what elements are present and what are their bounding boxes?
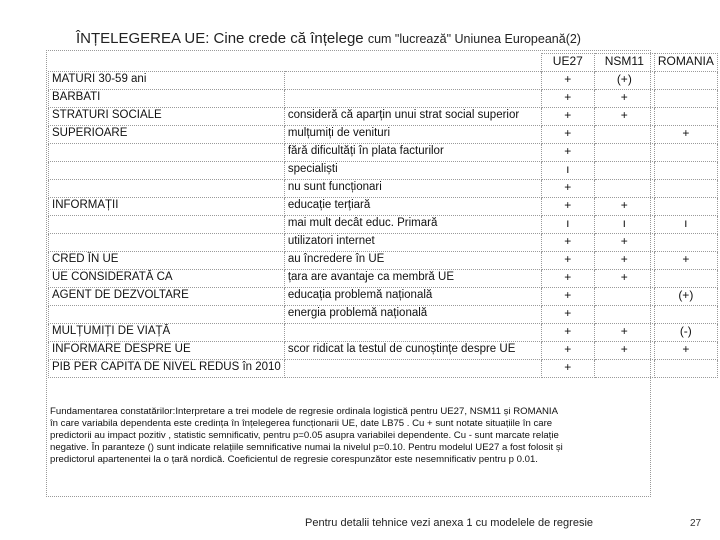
table-row bbox=[49, 234, 718, 252]
footnote-line: Fundamentarea constatărilor:Interpretare a trei modele de regresie ordinala logistică pentru UE27, NSM11 și ROMANIA bbox=[50, 406, 558, 417]
table-row bbox=[49, 216, 718, 234]
page-title-main: ÎNȚELEGEREA UE: Cine crede că înțelege bbox=[76, 30, 364, 47]
row-description: nu sunt funcționari bbox=[284, 180, 541, 198]
row-mark-romania bbox=[654, 180, 717, 198]
row-mark-nsm11: + bbox=[594, 324, 654, 342]
row-mark-nsm11: + bbox=[594, 342, 654, 360]
row-description bbox=[284, 360, 541, 378]
footnote-line: în care variabila dependenta este credința în înțelegerea funcționarii UE, date LB75 . Cu + sunt notate situațiile în care bbox=[50, 417, 553, 429]
row-mark-romania: + bbox=[654, 126, 717, 144]
table-row bbox=[49, 144, 718, 162]
page-title bbox=[76, 30, 581, 47]
row-category: MULȚUMIȚI DE VIAȚĂ bbox=[49, 324, 285, 342]
row-description: consideră că aparțin unui strat social superior bbox=[284, 108, 541, 126]
row-mark-nsm11: (+) bbox=[594, 72, 654, 90]
row-category bbox=[49, 234, 285, 252]
footnote-line: predictorul apartenentei la o țară nordică. Coeficientul de regresie corespunzător este nesemnificativ pentru p 0.01. bbox=[50, 453, 538, 465]
row-mark-romania bbox=[654, 108, 717, 126]
row-mark-romania: + bbox=[654, 342, 717, 360]
table-row bbox=[49, 288, 718, 306]
table-row bbox=[49, 72, 718, 90]
row-category: INFORMARE DESPRE UE bbox=[49, 342, 285, 360]
row-mark-ue27: + bbox=[541, 270, 594, 288]
header-romania: ROMANIA bbox=[654, 54, 717, 72]
row-description: mulțumiți de venituri bbox=[284, 126, 541, 144]
row-mark-romania: (+) bbox=[654, 288, 717, 306]
table-row bbox=[49, 270, 718, 288]
row-mark-ue27: + bbox=[541, 108, 594, 126]
row-category bbox=[49, 162, 285, 180]
header-nsm11: NSM11 bbox=[594, 54, 654, 72]
row-mark-ue27: + bbox=[541, 234, 594, 252]
row-mark-ue27: + bbox=[541, 306, 594, 324]
table-row bbox=[49, 252, 718, 270]
row-description: utilizatori internet bbox=[284, 234, 541, 252]
footnote-line: negative. În paranteze () sunt indicate relațiile semnificative numai la nivelul p=0.10. Pentru modelul UE27 a fost folosit și bbox=[50, 441, 563, 453]
row-category: UE CONSIDERATĂ CA bbox=[49, 270, 285, 288]
row-category bbox=[49, 216, 285, 234]
row-mark-romania bbox=[654, 360, 717, 378]
row-mark-nsm11: + bbox=[594, 108, 654, 126]
row-category: AGENT DE DEZVOLTARE bbox=[49, 288, 285, 306]
footnote-line: predictorii au impact pozitiv , statistic semnificativ, pentru p=0.05 asupra variabilei dependente. Cu - sunt marcate relație bbox=[50, 429, 559, 441]
row-mark-nsm11 bbox=[594, 288, 654, 306]
results-table bbox=[48, 53, 718, 378]
row-mark-nsm11 bbox=[594, 126, 654, 144]
row-mark-nsm11: + bbox=[594, 270, 654, 288]
table-row bbox=[49, 306, 718, 324]
row-mark-nsm11 bbox=[594, 162, 654, 180]
row-category: CRED ÎN UE bbox=[49, 252, 285, 270]
row-description bbox=[284, 90, 541, 108]
row-mark-ue27: + bbox=[541, 90, 594, 108]
table-row bbox=[49, 126, 718, 144]
table-row bbox=[49, 342, 718, 360]
row-mark-nsm11 bbox=[594, 180, 654, 198]
footnote bbox=[50, 406, 646, 466]
row-mark-ue27: + bbox=[541, 144, 594, 162]
row-category: PIB PER CAPITA DE NIVEL REDUS în 2010 bbox=[49, 360, 285, 378]
row-mark-ue27: + bbox=[541, 126, 594, 144]
table-row bbox=[49, 90, 718, 108]
row-category: INFORMAȚII bbox=[49, 198, 285, 216]
table-row bbox=[49, 180, 718, 198]
table-row bbox=[49, 324, 718, 342]
row-mark-ue27: + bbox=[541, 72, 594, 90]
row-mark-nsm11 bbox=[594, 306, 654, 324]
row-category bbox=[49, 180, 285, 198]
row-mark-romania: ı bbox=[654, 216, 717, 234]
table-header-row bbox=[49, 54, 718, 72]
row-description bbox=[284, 72, 541, 90]
row-description: mai mult decât educ. Primară bbox=[284, 216, 541, 234]
row-mark-nsm11: + bbox=[594, 234, 654, 252]
row-mark-nsm11: + bbox=[594, 90, 654, 108]
page-number: 27 bbox=[690, 518, 702, 529]
row-mark-ue27: + bbox=[541, 252, 594, 270]
row-mark-nsm11: ı bbox=[594, 216, 654, 234]
row-mark-ue27: + bbox=[541, 324, 594, 342]
row-mark-romania: + bbox=[654, 252, 717, 270]
header-blank bbox=[284, 54, 541, 72]
row-mark-romania bbox=[654, 198, 717, 216]
row-description: educație terțiară bbox=[284, 198, 541, 216]
row-mark-romania bbox=[654, 162, 717, 180]
row-mark-romania bbox=[654, 234, 717, 252]
row-mark-romania bbox=[654, 90, 717, 108]
table-row bbox=[49, 198, 718, 216]
row-mark-romania bbox=[654, 270, 717, 288]
row-category: BARBATI bbox=[49, 90, 285, 108]
row-mark-romania bbox=[654, 306, 717, 324]
row-mark-nsm11: + bbox=[594, 252, 654, 270]
row-description: energia problemă națională bbox=[284, 306, 541, 324]
row-mark-nsm11 bbox=[594, 360, 654, 378]
row-mark-romania bbox=[654, 144, 717, 162]
row-description: educația problemă națională bbox=[284, 288, 541, 306]
table-body bbox=[49, 72, 718, 378]
row-mark-romania bbox=[654, 72, 717, 90]
row-description: specialiști bbox=[284, 162, 541, 180]
row-mark-nsm11: + bbox=[594, 198, 654, 216]
row-category bbox=[49, 144, 285, 162]
row-mark-ue27: + bbox=[541, 288, 594, 306]
row-mark-ue27: + bbox=[541, 342, 594, 360]
row-category bbox=[49, 306, 285, 324]
row-description: au încredere în UE bbox=[284, 252, 541, 270]
header-ue27: UE27 bbox=[541, 54, 594, 72]
table-row bbox=[49, 162, 718, 180]
row-description: fără dificultăți în plata facturilor bbox=[284, 144, 541, 162]
row-description bbox=[284, 324, 541, 342]
row-category: MATURI 30-59 ani bbox=[49, 72, 285, 90]
row-description: scor ridicat la testul de cunoștințe despre UE bbox=[284, 342, 541, 360]
row-mark-nsm11 bbox=[594, 144, 654, 162]
page-title-sub: cum "lucrează" Uniunea Europeană(2) bbox=[367, 32, 581, 46]
row-category: STRATURI SOCIALE bbox=[49, 108, 285, 126]
row-mark-ue27: ı bbox=[541, 162, 594, 180]
row-description: țara are avantaje ca membră UE bbox=[284, 270, 541, 288]
row-mark-romania: (-) bbox=[654, 324, 717, 342]
table-row bbox=[49, 360, 718, 378]
row-mark-ue27: + bbox=[541, 360, 594, 378]
table-row bbox=[49, 108, 718, 126]
bottom-note: Pentru detalii tehnice vezi anexa 1 cu modelele de regresie bbox=[305, 517, 594, 529]
row-mark-ue27: ı bbox=[541, 216, 594, 234]
row-mark-ue27: + bbox=[541, 198, 594, 216]
row-category: SUPERIOARE bbox=[49, 126, 285, 144]
row-mark-ue27: + bbox=[541, 180, 594, 198]
header-blank bbox=[49, 54, 285, 72]
